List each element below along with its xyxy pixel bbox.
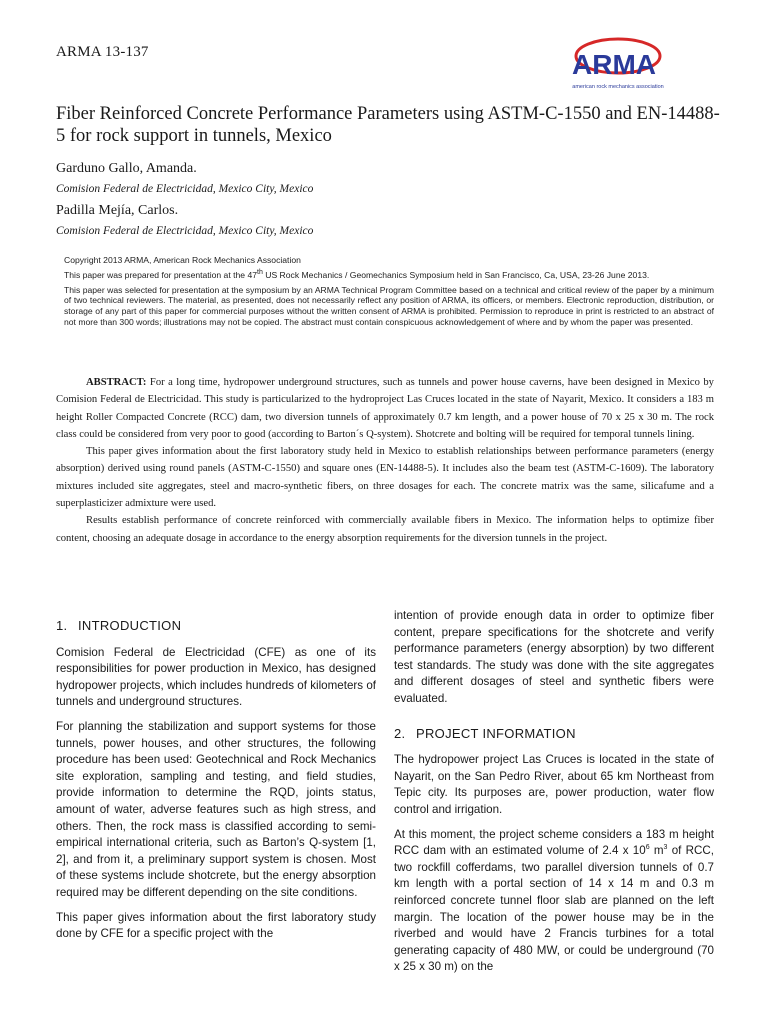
body-paragraph: The hydropower project Las Cruces is located in the state of Nayarit, on the San Pedro River, about 65 km Northeast from Tepic city. Its purposes are, power production, water flow control and irrigation. <box>394 753 714 816</box>
section-title: INTRODUCTION <box>78 618 182 633</box>
section-number: 1. <box>56 618 68 633</box>
body-paragraph: For planning the stabilization and support systems for those tunnels, power houses, and other structures, the following procedure has been used: Geotechnical and Rock Mechanics site exploration, sampling and testing, and field studies, provide information to determine the RQD, joints status, amount of water, adverse features such as high stress, and others. Then, the rock mass is classified according to semi-empirical international criteria, such as Barton’s Q-system [1, 2], and from it, a preliminary support system is chosen. Most of these systems include shotcrete, but the energy absorption required may be different depending on the site conditions. <box>56 719 376 899</box>
presentation-note-text-end: US Rock Mechanics / Geomechanics Symposium held in San Francisco, Ca, USA, 23-26 June 2013. <box>262 269 650 280</box>
section-heading-project-information <box>394 726 714 743</box>
author-name: Garduno Gallo, Amanda. <box>56 161 197 176</box>
section-title: PROJECT INFORMATION <box>416 725 576 741</box>
paper-id: ARMA 13-137 <box>56 44 149 60</box>
abstract-text: For a long time, hydropower underground structures, such as tunnels and power house caverns, have been designed in Mexico by Comision Federal de Electricidad. This study is particularized to the hydroproject Las Cruces located in the state of Nayarit, Mexico. It considers a 183 m height Roller Compacted Concrete (RCC) dam, two diversion tunnels of approximately 0.7 km length, and a power house of 70 x 25 x 30 m. The rock class could be considered from very poor to good (according to Barton´s Q-system). Shotcrete and bolting will be required for temporal tunnels lining. <box>56 377 714 440</box>
selection-note: This paper was selected for presentation at the symposium by an ARMA Technical Program Committee based on a technical and critical review of the paper by a minimum of two technical reviewers. The material, as presented, does not necessarily reflect any position of ARMA, its officers, or members. Electronic reproduction, distribution, or storage of any part of this paper for commercial purposes without the written consent of ARMA is prohibited. Permission to reproduce in print is restricted to an abstract of not more than 300 words; illustrations may not be copied. The abstract must contain conspicuous acknowledgement of where and by whom the paper was presented. <box>64 284 714 327</box>
copyright-line: Copyright 2013 ARMA, American Rock Mechanics Association <box>64 255 301 265</box>
body-paragraph: Comision Federal de Electricidad (CFE) as one of its responsibilities for power production in Mexico, has designed hydropower projects, which includes hundreds of kilometers of tunnels and underground structures. <box>56 645 376 709</box>
body-text: At this moment, the project scheme considers a 183 m height RCC dam with an estimated volume of 2.4 x 10 <box>394 827 714 858</box>
abstract-paragraph <box>56 374 714 443</box>
abstract <box>56 374 714 547</box>
author-name: Padilla Mejía, Carlos. <box>56 203 179 218</box>
arma-logo-wordmark: ARMA <box>572 49 656 80</box>
presentation-note-text: This paper was prepared for presentation at the 47 <box>64 269 257 280</box>
arma-logo <box>560 34 668 94</box>
superscript: 6 <box>645 844 650 852</box>
copyright-notice <box>64 255 714 332</box>
abstract-paragraph: Results establish performance of concrete reinforced with commercially available fibers in Mexico. The information helps to optimize fiber content, choosing an adequate dosage in accordance to the energy absorption requirements for the diversion tunnels in the project. <box>56 515 714 544</box>
abstract-paragraph: This paper gives information about the first laboratory study held in Mexico to establish relationships between performance parameters (energy absorption) derived using round panels (ASTM-C-1550) and square ones (EN-14488-5). It includes also the beam test (ASTM-C-1609). The laboratory mixtures included site aggregates, steel and macro-synthetic fibers, on three dosages for each. The concrete matrix was the same, silicafume and a superplasticizer admixture were used. <box>56 446 714 510</box>
left-column <box>56 608 376 951</box>
presentation-note <box>64 270 714 281</box>
right-column <box>394 608 714 984</box>
abstract-label: ABSTRACT: <box>86 377 147 388</box>
body-paragraph <box>394 827 714 976</box>
arma-logo-tagline: american rock mechanics association <box>572 84 664 90</box>
superscript: 3 <box>663 844 668 852</box>
paper-title: Fiber Reinforced Concrete Performance Parameters using ASTM-C-1550 and EN-14488-5 for rock support in tunnels, Mexico <box>56 104 720 146</box>
author-entry <box>56 160 656 197</box>
author-affiliation: Comision Federal de Electricidad, Mexico City, Mexico <box>56 183 314 195</box>
body-text: of RCC, two rockfill cofferdams, two parallel diversion tunnels of 0.7 km length with a portal section of 14 x 14 m and 0.3 m reinforced concrete tunnel floor slab are planned on the left margin. The location of the power house may be in the riverbed and would have 2 Francis turbines for a total generating capacity of 480 MW, or could be underground (70 x 25 x 30 m) on the <box>394 844 714 974</box>
section-number: 2. <box>394 725 406 741</box>
author-list <box>56 160 656 244</box>
body-text: m <box>649 844 664 858</box>
author-affiliation: Comision Federal de Electricidad, Mexico City, Mexico <box>56 225 314 237</box>
body-paragraph: This paper gives information about the first laboratory study done by CFE for a specific project with the <box>56 910 376 941</box>
author-entry <box>56 202 656 239</box>
section-heading-introduction <box>56 618 376 635</box>
presentation-note-sup: th <box>257 268 263 276</box>
body-paragraph: intention of provide enough data in order to optimize fiber content, prepare specifications for the shotcrete and verify performance parameters (energy absorption) by two different test standards. The study was done with the site aggregates and different dosages of steel and synthetic fibers were evaluated. <box>394 609 714 705</box>
